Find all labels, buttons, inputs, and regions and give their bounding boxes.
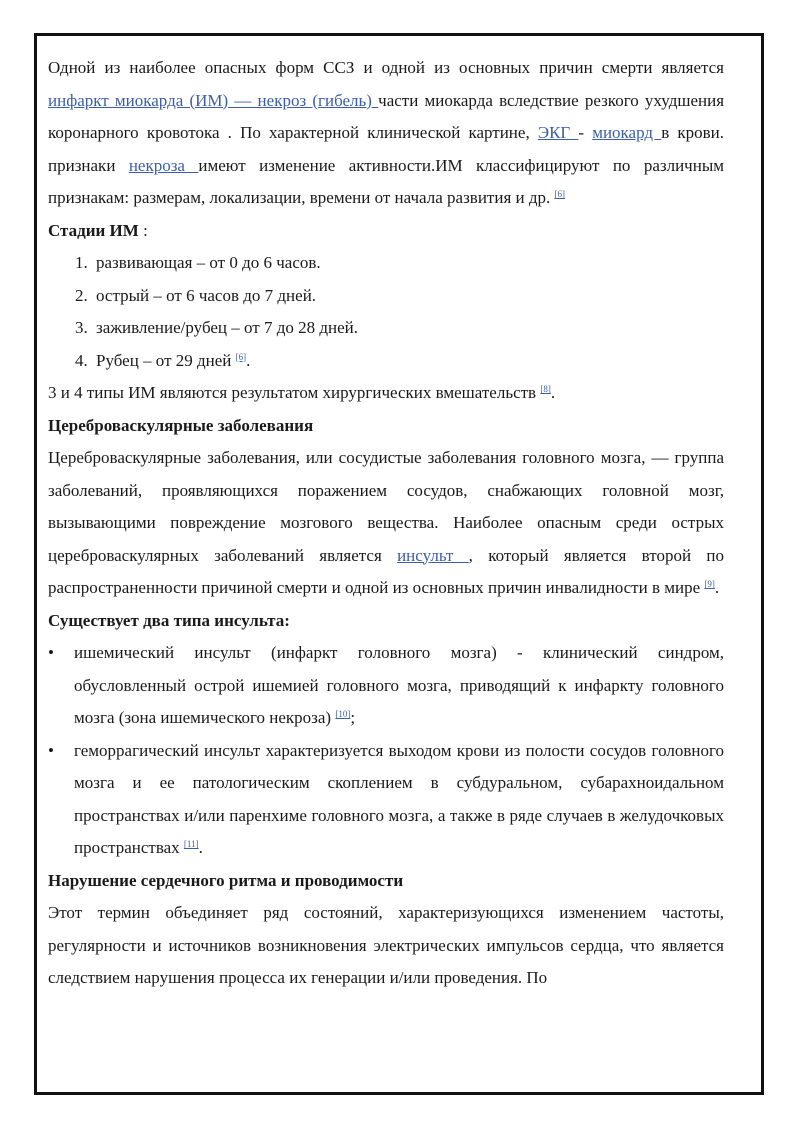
link-necrosis[interactable]: некроза [128,155,199,175]
list-text: заживление/рубец – от 7 до 28 дней. [96,318,359,337]
list-item [48,312,724,345]
text-span: в крови. признаки [48,123,724,175]
list-item [48,280,724,313]
link-ecg[interactable]: ЭКГ [537,123,579,142]
reference-8[interactable]: [8] [540,384,551,394]
rhythm-heading: Нарушение сердечного ритма и проводимости [48,870,404,890]
text-span: : [138,220,148,240]
list-number: 2. [75,285,88,305]
link-stroke[interactable]: инсульт [397,545,469,565]
text-span: . [198,838,203,857]
text-span: Цереброваскулярные заболевания, или сосудистые заболевания головного мозга, — группа заболеваний, проявляющихся поражением сосудов, снабжающих головной мозг, вызывающими повреждение мозгового вещества. Наиболее опасным среди острых цереброваскулярных заболеваний является [48,448,724,565]
text-span: Рубец – от 29 дней [96,350,236,370]
text-span: . [550,383,556,402]
cerebrovascular-heading: Цереброваскулярные заболевания [48,415,314,435]
link-myocardium[interactable]: миокард [592,123,662,142]
list-number: 3. [75,318,88,337]
document-body [48,52,724,995]
text-span: . [246,350,251,370]
text-span: части миокарда вследствие резкого ухудшения коронарного кровотока . По характерной клинической картине, [48,90,725,142]
bullet-icon: • [48,740,54,760]
stroke-types-list [48,637,724,865]
stages-heading [48,215,724,248]
reference-11[interactable]: [11] [183,839,199,849]
list-text: развивающая – от 0 до 6 часов. [96,253,321,272]
list-text [75,345,724,378]
text-span: - [578,123,593,142]
bullet-icon: • [48,643,54,662]
text-span: . [714,578,720,597]
stages-heading-text: Стадии ИМ [48,220,139,240]
text-span: 3 и 4 типы ИМ являются результатом хирургических вмешательств [48,383,541,402]
stroke-types-heading: Существует два типа инсульта: [48,610,290,630]
list-item [48,637,724,735]
paragraph-mi-intro [48,52,724,215]
stages-list [48,247,724,377]
list-number: 4. [75,350,88,370]
list-item [48,345,724,378]
list-item [48,247,724,280]
list-text: острый – от 6 часов до 7 дней. [96,285,317,305]
text-span: имеют изменение активности.ИМ классифицируют по различным признакам: размерам, локализации, времени от начала развития и др. [48,155,724,207]
paragraph-cerebrovascular [48,442,724,605]
reference-6[interactable]: [6] [554,189,566,199]
list-number: 1. [75,253,88,272]
reference-6[interactable]: [6] [235,351,247,362]
reference-9[interactable]: [9] [704,579,715,589]
reference-10[interactable]: [10] [335,709,351,719]
list-item [48,735,724,865]
paragraph-rhythm: Этот термин объединяет ряд состояний, характеризующихся изменением частоты, регулярности и источников возникновения электрических импульсов сердца, что является следствием нарушения процесса их генерации и/или проведения. По [48,903,724,987]
paragraph-mi-types [48,377,724,410]
text-span: Одной из наиболее опасных форм ССЗ и одной из основных причин смерти является [48,58,724,77]
text-span: , который является второй по распространенности причиной смерти и одной из основных причин инвалидности в мире [48,545,724,597]
text-span: геморрагический инсульт характеризуется выходом крови из полости сосудов головного мозга и ее патологическим скоплением в субдуральном, субарахноидальном пространствах и/или паренхиме головного мозга, а также в ряде случаев в желудочковых пространствах [74,740,724,857]
text-span: ишемический инсульт (инфаркт головного мозга) - клинический синдром, обусловленный острой ишемией головного мозга, приводящий к инфаркту головного мозга (зона ишемического некроза) [74,643,724,727]
text-span: ; [350,708,356,727]
link-myocardial-infarction[interactable]: инфаркт миокарда (ИМ) — некроз (гибель) [48,90,379,110]
